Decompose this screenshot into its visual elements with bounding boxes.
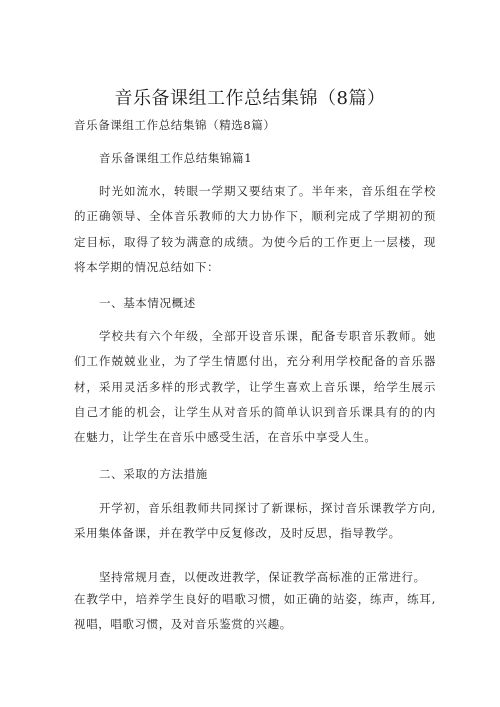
intro-paragraph: 时光如流水，转眼一学期又要结束了。半年来，音乐组在学校的正确领导、全体音乐教师的大力协作下，顺利完成了学期初的预定目标，取得了较为满意的成绩。为使今后的工作更上一层楼，现将本学期的情况总结如下： [74, 184, 436, 274]
section2-paragraph: 开学初，音乐组教师共同探讨了新课标，探讨音乐课教学方向,采用集体备课，并在教学中反复修改，及时反思，指导教学。 [74, 501, 436, 541]
document-subtitle: 音乐备课组工作总结集锦（精选8篇） [74, 118, 276, 132]
section2-paragraph-3: 在教学中，培养学生良好的唱歌习惯，如正确的站姿，练声，练耳,视唱，唱歌习惯，及对音乐鉴赏的兴趣。 [74, 592, 436, 632]
section1-heading: 一、基本情况概述 [99, 296, 196, 310]
section2-paragraph-2: 坚持常规月查，以便改进教学，保证教学高标准的正常进行。 [99, 570, 426, 584]
section1-paragraph: 学校共有六个年级，全部开设音乐课，配备专职音乐教师。她们工作兢兢业业，为了学生情愿付出，充分利用学校配备的音乐器材，采用灵活多样的形式教学，让学生喜欢上音乐课，给学生展示自己才能的机会，让学生从对音乐的简单认识到音乐课具有的的内在魅力，让学生在音乐中感受生活，在音乐中享受人生。 [74, 329, 436, 445]
section2-heading: 二、采取的方法措施 [99, 467, 208, 481]
document-title: 音乐备课组工作总结集锦（8篇） [114, 88, 386, 109]
chapter-heading: 音乐备课组工作总结集锦篇1 [99, 151, 253, 165]
